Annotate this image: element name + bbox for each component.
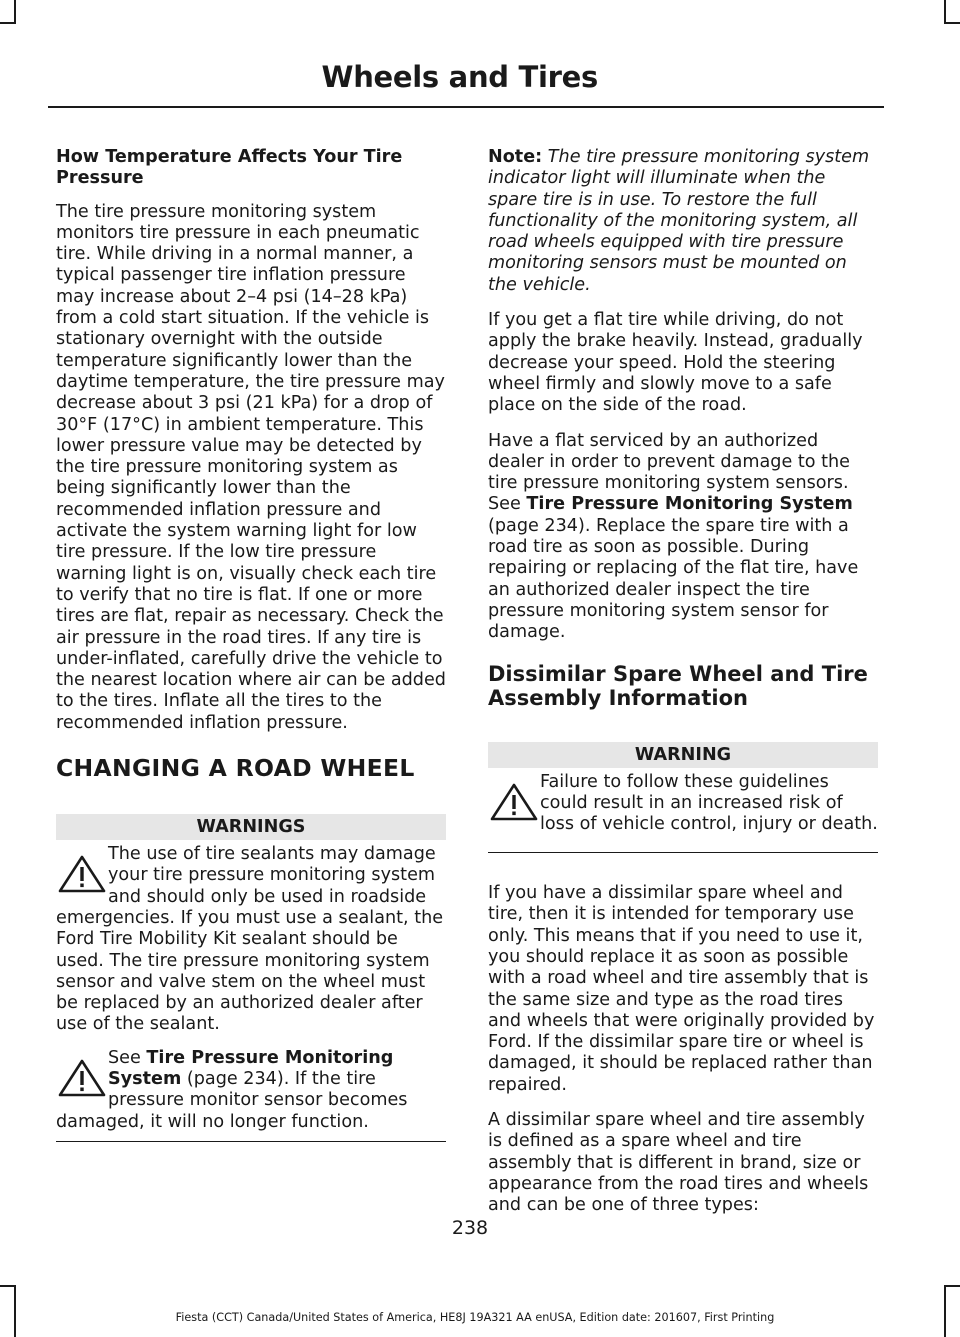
crop-mark-top-right-v [944,0,946,24]
service-post: (page 234). Replace the spare tire with a road tire as soon as possible. During repairing or replacing of the flat tire, have an authorized dealer inspect the tire pressure monitoring system sensor for damage. [488,515,859,643]
warning-sensor-pre: See [108,1047,147,1068]
crop-mark-bottom-right-h [944,1285,960,1287]
tpms-xref-link[interactable]: Tire Pressure Monitoring System [526,494,853,515]
temperature-heading: How Temperature Affects Your Tire Pressure [56,147,403,189]
warning-triangle-icon [488,782,540,822]
warning-control-text: Failure to follow these guidelines could result in an increased risk of loss of vehicle control, injury or death. [540,771,878,835]
crop-mark-top-left-v [14,0,16,24]
service-paragraph [488,431,878,644]
warning-triangle-icon [56,1058,108,1098]
warnings-box [56,814,446,1142]
header-rule [48,106,884,108]
left-column [56,147,446,1142]
warning-end-rule [488,852,878,854]
temperature-paragraph: The tire pressure monitoring system monitors tire pressure in each pneumatic tire. While driving in a normal manner, a typical passenger tire inflation pressure may increase about 2–4 psi (14–28 kPa) from a cold start situation. If the vehicle is stationary overnight with the outside temperature significantly lower than the daytime temperature, the tire pressure may decrease about 3 psi (21 kPa) for a drop of 30°F (17°C) in ambient temperature. This lower pressure value may be detected by the tire pressure monitoring system as being significantly lower than the recommended inflation pressure and activate the system warning light for low tire pressure. If the low tire pressure warning light is on, visually check each tire to verify that no tire is flat. If one or more tires are flat, repair as necessary. Check the air pressure in the road tires. If any tire is under-inflated, carefully drive the vehicle to the nearest location where air can be added to the tires. Inflate all the tires to the recommended inflation pressure. [56,201,446,733]
flat-tire-paragraph: If you get a flat tire while driving, do not apply the brake heavily. Instead, gradually decrease your speed. Hold the steering wheel firmly and slowly move to a safe place on the side of the road. [488,310,863,416]
service-pre: Have a flat serviced by an authorized dealer in order to prevent damage to the tire pressure monitoring system sensors. See [488,430,851,515]
edition-footer: Fiesta (CCT) Canada/United States of America, HE8J 19A321 AA enUSA, Edition date: 201607, First Printing [175,1311,775,1324]
warning-label: WARNING [488,742,878,768]
warning-triangle-icon [56,854,108,894]
note-text: The tire pressure monitoring system indicator light will illuminate when the spare tire is in use. To restore the full functionality of the monitoring system, all road wheels equipped with tire pressure monitoring sensors must be mounted on the vehicle. [488,147,870,295]
warning-item-sensor [56,1048,446,1133]
warnings-end-rule [56,1141,446,1143]
crop-mark-top-right-h [944,22,960,24]
changing-road-wheel-heading: CHANGING A ROAD WHEEL [56,754,415,783]
dissimilar-paragraph-1: If you have a dissimilar spare wheel and tire, then it is intended for temporary use only. This means that if you need to use it, you should replace it as soon as possible with a road wheel and tire assembly that is the same size and type as the road tires and wheels that were originally provided by Ford. If the dissimilar spare tire or wheel is damaged, it should be replaced rather than repaired. [488,883,875,1095]
note-paragraph [488,147,878,296]
warning-sensor-post: (page 234). If the tire pressure monitor sensor becomes damaged, it will no longer function. [56,1068,408,1132]
note-label: Note: [488,147,543,167]
warning-item-control [488,772,878,838]
dissimilar-spare-heading: Dissimilar Spare Wheel and Tire Assembly Information [488,661,868,710]
warning-sealant-text: The use of tire sealants may damage your tire pressure monitoring system and should only be used in roadside emergencies. If you must use a sealant, the Ford Tire Mobility Kit sealant should be used. The tire pressure monitoring system sensor and valve stem on the wheel must be replaced by an authorized dealer after use of the sealant. [56,844,444,1035]
crop-mark-top-left-h [0,22,16,24]
tpms-xref-link[interactable]: Tire Pressure Monitoring System [108,1047,394,1089]
dissimilar-paragraph-2: A dissimilar spare wheel and tire assembly is defined as a spare wheel and tire assembly that is different in brand, size or appearance from the road tires and wheels and can be one of three types: [488,1110,869,1216]
warnings-label: WARNINGS [56,814,446,840]
page-number: 238 [451,1217,489,1239]
warning-box [488,742,878,854]
page-title: Wheels and Tires [321,60,598,94]
crop-mark-bottom-left-h [0,1285,16,1287]
warning-item-sealant [56,844,446,1036]
right-column [488,147,878,1230]
